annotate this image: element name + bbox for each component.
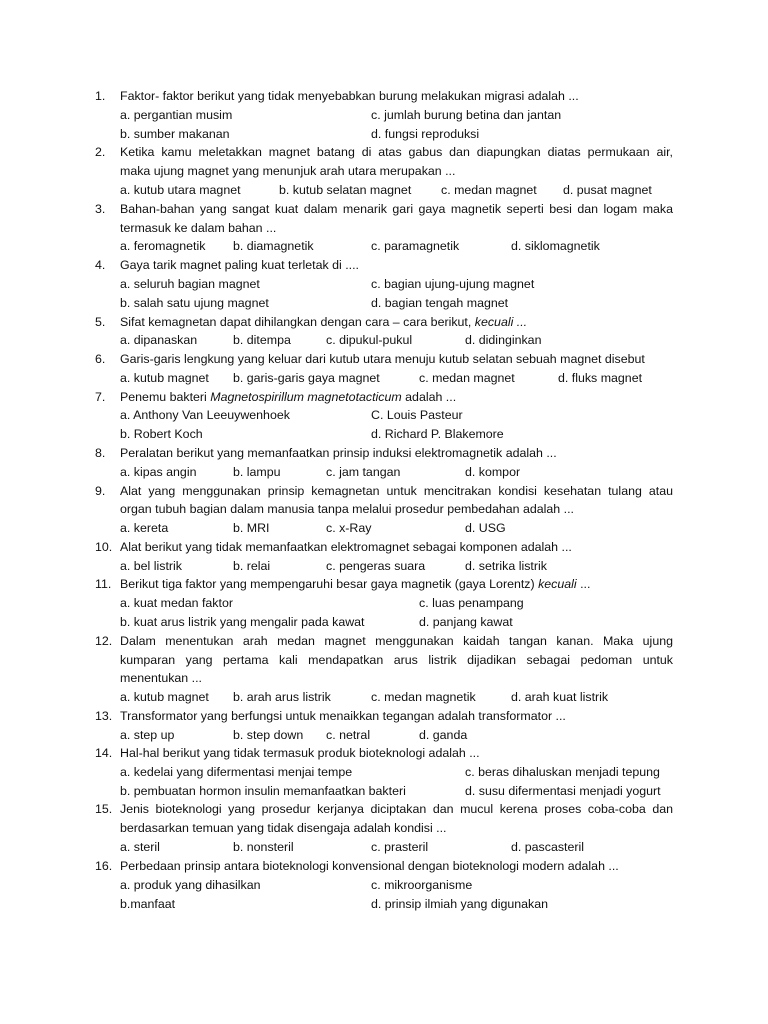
option-d: d. susu difermentasi menjadi yogurt	[465, 784, 661, 798]
option-c: c. mikroorganisme	[371, 878, 473, 892]
option-d: d. setrika listrik	[465, 559, 547, 573]
question-stem-continued: berdasarkan temuan yang tidak disengaja adalah kondisi ...	[120, 821, 447, 835]
question-stem: Transformator yang berfungsi untuk menaikkan tegangan adalah transformator ...	[120, 709, 566, 723]
question-stem	[120, 313, 673, 331]
question-number: 11.	[95, 577, 112, 591]
option-c: c. netral	[326, 728, 371, 742]
option-d: d. didinginkan	[465, 333, 542, 347]
question-stem: Hal-hal berikut yang tidak termasuk produk bioteknologi adalah ...	[120, 746, 480, 760]
option-a: a. kutub utara magnet	[120, 183, 241, 197]
question-stem: Jenis bioteknologi yang prosedur kerjanya diciptakan dan mucul kerena proses coba-coba dan	[120, 802, 673, 816]
option-a: a. kuat medan faktor	[120, 596, 233, 610]
option-d: d. pascasteril	[511, 840, 585, 854]
option-c: c. medan magnetik	[371, 690, 476, 704]
question-stem: Gaya tarik magnet paling kuat terletak di ....	[120, 258, 359, 272]
option-b: b. relai	[233, 559, 271, 573]
option-d: d. fluks magnet	[558, 371, 643, 385]
question-number: 5.	[95, 315, 106, 329]
option-c: c. pengeras suara	[326, 559, 426, 573]
option-c: c. jam tangan	[326, 465, 401, 479]
option-a: a. kedelai yang difermentasi menjai tempe	[120, 765, 353, 779]
option-b: b. garis-garis gaya magnet	[233, 371, 380, 385]
option-c: c. x-Ray	[326, 521, 372, 535]
option-b: b. lampu	[233, 465, 281, 479]
option-b: b.manfaat	[120, 897, 176, 911]
option-d: d. fungsi reproduksi	[371, 127, 480, 141]
option-d: d. prinsip ilmiah yang digunakan	[371, 897, 549, 911]
option-a: a. step up	[120, 728, 175, 742]
option-c: C. Louis Pasteur	[371, 408, 463, 422]
option-b: b. ditempa	[233, 333, 291, 347]
option-b: b. arah arus listrik	[233, 690, 331, 704]
option-d: d. ganda	[419, 728, 468, 742]
option-c: c. bagian ujung-ujung magnet	[371, 277, 535, 291]
option-a: a. seluruh bagian magnet	[120, 277, 260, 291]
question-stem-text: Penemu bakteri	[120, 390, 207, 404]
option-c: c. jumlah burung betina dan jantan	[371, 108, 562, 122]
option-c: c. prasteril	[371, 840, 429, 854]
question-number: 9.	[95, 484, 106, 498]
option-a: a. bel listrik	[120, 559, 182, 573]
option-c: c. dipukul-pukul	[326, 333, 413, 347]
option-c: c. medan magnet	[419, 371, 515, 385]
question-stem-continued: kumparan yang pertama kali mendapatkan arus listrik dijadikan sebagai pedoman untuk	[120, 653, 673, 667]
option-d: d. pusat magnet	[563, 183, 652, 197]
question-stem-continued: maka ujung magnet yang menunjuk arah utara merupakan ...	[120, 164, 456, 178]
question-number: 15.	[95, 802, 113, 816]
option-b: b. sumber makanan	[120, 127, 230, 141]
question-number: 16.	[95, 859, 113, 873]
question-stem: Peralatan berikut yang memanfaatkan prinsip induksi elektromagnetik adalah ...	[120, 446, 557, 460]
question-number: 4.	[95, 258, 106, 272]
option-a: a. steril	[120, 840, 160, 854]
option-a: a. produk yang dihasilkan	[120, 878, 261, 892]
question-stem-italic: kecuali ...	[474, 315, 528, 329]
question-stem-continued: organ tubuh bagian dalam manusia tanpa melalui prosedur pembedahan adalah ...	[120, 502, 574, 516]
option-c: c. luas penampang	[419, 596, 524, 610]
option-a: a. kipas angin	[120, 465, 197, 479]
option-d: d. siklomagnetik	[511, 239, 600, 253]
option-c: c. medan magnet	[441, 183, 537, 197]
question-stem	[120, 388, 673, 406]
question-number: 14.	[95, 746, 113, 760]
option-a: a. dipanaskan	[120, 333, 198, 347]
question-stem-after: adalah ...	[405, 390, 457, 404]
option-b: b. kuat arus listrik yang mengalir pada kawat	[120, 615, 365, 629]
question-number: 2.	[95, 145, 106, 159]
option-d: d. arah kuat listrik	[511, 690, 609, 704]
question-stem: Ketika kamu meletakkan magnet batang di atas gabus dan diapungkan diatas permukaan air,	[120, 145, 673, 159]
option-c: c. paramagnetik	[371, 239, 460, 253]
option-a: a. pergantian musim	[120, 108, 233, 122]
option-d: d. bagian tengah magnet	[371, 296, 509, 310]
option-b: b. diamagnetik	[233, 239, 314, 253]
question-number: 6.	[95, 352, 106, 366]
option-a: a. kutub magnet	[120, 690, 209, 704]
option-a: a. Anthony Van Leeuywenhoek	[120, 408, 290, 422]
question-stem-italic: Magnetospirillum magnetotacticum	[210, 390, 402, 404]
option-c: c. beras dihaluskan menjadi tepung	[465, 765, 660, 779]
question-stem-italic: kecuali	[538, 577, 577, 591]
option-b: b. step down	[233, 728, 304, 742]
question-stem: Alat berikut yang tidak memanfaatkan elektromagnet sebagai komponen adalah ...	[120, 540, 572, 554]
question-stem-continued: menentukan ...	[120, 671, 202, 685]
question-number: 10.	[95, 540, 113, 554]
question-number: 3.	[95, 202, 106, 216]
option-d: d. Richard P. Blakemore	[371, 427, 504, 441]
option-b: b. MRI	[233, 521, 270, 535]
option-d: d. kompor	[465, 465, 521, 479]
question-stem	[120, 575, 673, 593]
question-stem: Alat yang menggunakan prinsip kemagnetan untuk mencitrakan kondisi kesehatan tulang atau	[120, 484, 673, 498]
question-number: 8.	[95, 446, 106, 460]
question-stem: Dalam menentukan arah medan magnet menggunakan kaidah tangan kanan. Maka ujung	[120, 634, 673, 648]
option-b: b. pembuatan hormon insulin memanfaatkan bakteri	[120, 784, 406, 798]
option-b: b. kutub selatan magnet	[279, 183, 412, 197]
question-number: 1.	[95, 89, 106, 103]
option-d: d. panjang kawat	[419, 615, 513, 629]
option-a: a. kutub magnet	[120, 371, 209, 385]
question-stem-continued: termasuk ke dalam bahan ...	[120, 221, 277, 235]
question-stem: Perbedaan prinsip antara bioteknologi konvensional dengan bioteknologi modern adalah ...	[120, 859, 619, 873]
question-stem-text: Sifat kemagnetan dapat dihilangkan dengan cara – cara berikut,	[120, 315, 472, 329]
option-a: a. kereta	[120, 521, 169, 535]
question-stem: Garis-garis lengkung yang keluar dari kutub utara menuju kutub selatan sebuah magnet disebut	[120, 352, 645, 366]
option-b: b. Robert Koch	[120, 427, 203, 441]
question-stem-text: Berikut tiga faktor yang mempengaruhi besar gaya magnetik (gaya Lorentz)	[120, 577, 535, 591]
option-b: b. nonsteril	[233, 840, 294, 854]
option-d: d. USG	[465, 521, 506, 535]
option-a: a. feromagnetik	[120, 239, 206, 253]
option-b: b. salah satu ujung magnet	[120, 296, 269, 310]
question-number: 13.	[95, 709, 113, 723]
question-stem: Bahan-bahan yang sangat kuat dalam menarik gari gaya magnetik seperti besi dan logam maka	[120, 202, 673, 216]
question-stem: Faktor- faktor berikut yang tidak menyebabkan burung melakukan migrasi adalah ...	[120, 89, 579, 103]
question-number: 12.	[95, 634, 113, 648]
question-stem-after: ...	[580, 577, 591, 591]
question-number: 7.	[95, 390, 106, 404]
